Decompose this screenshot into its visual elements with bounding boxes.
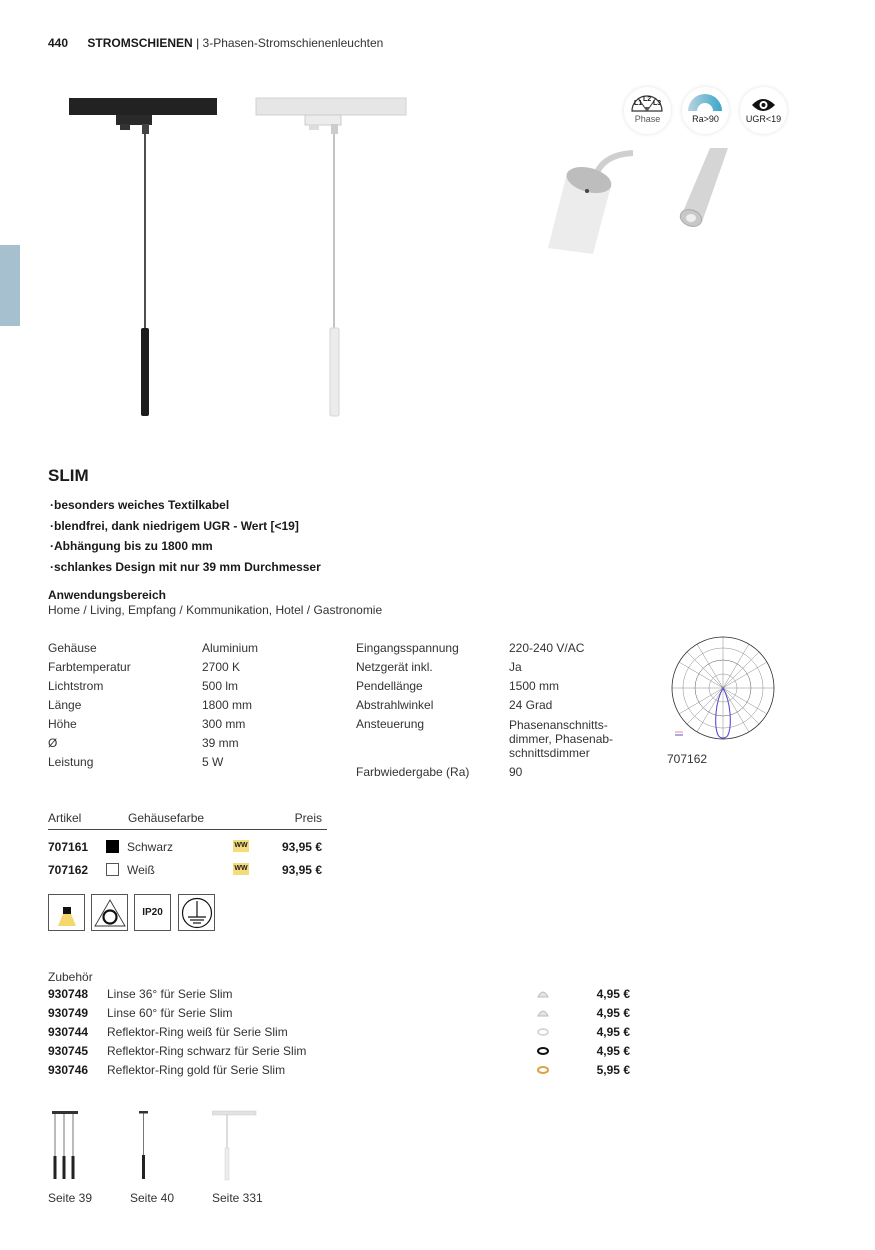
price-column-header: Preis: [294, 811, 322, 825]
feature-item: ·blendfrei, dank niedrigem UGR - Wert [<19]: [50, 518, 299, 533]
accessory-price: 4,95 €: [596, 1025, 630, 1039]
color-swatch-white: [106, 863, 119, 876]
related-product-image-triple-pendant: [48, 1108, 88, 1183]
page-number: 440: [48, 36, 69, 50]
accessory-number: 930749: [48, 1006, 89, 1020]
application-heading: Anwendungsbereich: [48, 588, 167, 602]
accessory-number: 930744: [48, 1025, 89, 1039]
ip-rating-symbol: [134, 894, 171, 931]
application-text: Home / Living, Empfang / Kommunikation, Hotel / Gastronomie: [48, 603, 383, 617]
accessory-price: 4,95 €: [596, 1006, 630, 1020]
ip-rating-icon: IP20: [142, 907, 163, 918]
product-image-white: [255, 96, 407, 421]
chapter-tab: [0, 245, 20, 326]
feature-item: ·Abhängung bis zu 1800 mm: [50, 539, 213, 553]
accessory-description: Reflektor-Ring schwarz für Serie Slim: [107, 1044, 307, 1058]
detail-image-top: [545, 148, 637, 254]
subsection-title: 3-Phasen-Stromschienenleuchten: [202, 36, 384, 50]
phase-l1-label: L1: [634, 100, 643, 107]
phase-badge: [624, 87, 671, 134]
article-number: 707162: [48, 863, 89, 877]
detail-image-bottom: [672, 148, 732, 234]
article-price: 93,95 €: [281, 840, 322, 854]
lens-icon: [536, 1008, 550, 1018]
related-page-ref: Seite 39: [48, 1191, 93, 1205]
spec-table-left: Gehäuse Aluminium Farbtemperatur 2700 K Lichtstrom 500 lm Länge 1800 mm Höhe 300 mm Ø 39 mm Leistung 5 W: [48, 641, 259, 769]
accessory-price: 5,95 €: [596, 1063, 630, 1077]
ring-icon-white: [536, 1027, 550, 1037]
accessory-number: 930746: [48, 1063, 89, 1077]
accessory-row: [48, 1006, 633, 1025]
related-page-ref: Seite 331: [212, 1191, 263, 1205]
phase-l3-label: L3: [653, 100, 662, 107]
accessories-heading: Zubehör: [48, 970, 93, 984]
ring-icon-gold: [536, 1065, 550, 1075]
class-ii-triangle-icon: [93, 897, 127, 929]
related-product[interactable]: [130, 1108, 200, 1205]
color-column-header: Gehäusefarbe: [128, 811, 205, 825]
accessory-price: 4,95 €: [596, 1044, 630, 1058]
accessory-row: [48, 1025, 633, 1044]
color-name: Weiß: [127, 863, 155, 877]
related-product-image-single-pendant: [130, 1108, 170, 1183]
feature-item: ·schlankes Design mit nur 39 mm Durchmesser: [50, 559, 321, 574]
article-table-header: [48, 811, 327, 830]
warm-white-badge: WW: [233, 863, 249, 875]
accessory-row: [48, 987, 633, 1006]
ra-badge: [682, 87, 729, 134]
product-image-black: [68, 96, 218, 421]
spotlight-symbol: [48, 894, 85, 931]
accessory-price: 4,95 €: [596, 987, 630, 1001]
class-ii-triangle-symbol: [91, 894, 128, 931]
color-rendering-icon: [682, 87, 729, 134]
article-row: [48, 840, 327, 860]
ring-icon-black: [536, 1046, 550, 1056]
ugr-badge: [740, 87, 787, 134]
color-swatch-black: [106, 840, 119, 853]
related-page-ref: Seite 40: [130, 1191, 175, 1205]
lens-icon: [536, 989, 550, 999]
header-separator: |: [196, 36, 200, 50]
ugr-caption: UGR<19: [745, 114, 782, 124]
protective-earth-symbol: [178, 894, 215, 931]
color-name: Schwarz: [127, 840, 174, 854]
related-product-image-track-white: [212, 1108, 260, 1183]
article-number: 707161: [48, 840, 89, 854]
article-price: 93,95 €: [281, 863, 322, 877]
feature-item: ·besonders weiches Textilkabel: [50, 498, 230, 512]
accessory-row: [48, 1044, 633, 1063]
warm-white-badge: WW: [233, 840, 249, 852]
polar-light-distribution-diagram: [665, 632, 783, 747]
related-product[interactable]: [48, 1108, 118, 1205]
product-title: SLIM: [48, 466, 89, 485]
accessory-number: 930745: [48, 1044, 89, 1058]
phase-icon: [624, 87, 671, 134]
spotlight-icon: [52, 898, 82, 928]
related-product[interactable]: [212, 1108, 282, 1205]
phase-l2-label: L2: [643, 96, 652, 103]
accessory-row: [48, 1063, 633, 1082]
section-title: STROMSCHIENEN: [87, 36, 193, 50]
accessory-description: Linse 36° für Serie Slim: [107, 987, 233, 1001]
accessory-description: Linse 60° für Serie Slim: [107, 1006, 233, 1020]
spec-table-right: Eingangsspannung 220-240 V/AC Netzgerät inkl. Ja Pendellänge 1500 mm Abstrahlwinkel 24 Grad Ansteuerung Phasenanschnitts- dimmer, Phasenab- schnittsdimmer Farbwiedergabe (Ra) 90: [356, 641, 614, 779]
page-header: [48, 36, 383, 50]
accessory-number: 930748: [48, 987, 89, 1001]
accessory-description: Reflektor-Ring gold für Serie Slim: [107, 1063, 286, 1077]
protective-earth-icon: [180, 896, 214, 930]
article-column-header: Artikel: [48, 811, 82, 825]
polar-diagram-caption: 707162: [667, 752, 708, 766]
ra-caption: Ra>90: [692, 114, 719, 124]
eye-icon: [740, 87, 787, 134]
phase-caption: Phase: [634, 114, 661, 124]
article-row: [48, 863, 327, 883]
accessory-description: Reflektor-Ring weiß für Serie Slim: [107, 1025, 288, 1039]
feature-list: [50, 498, 321, 580]
